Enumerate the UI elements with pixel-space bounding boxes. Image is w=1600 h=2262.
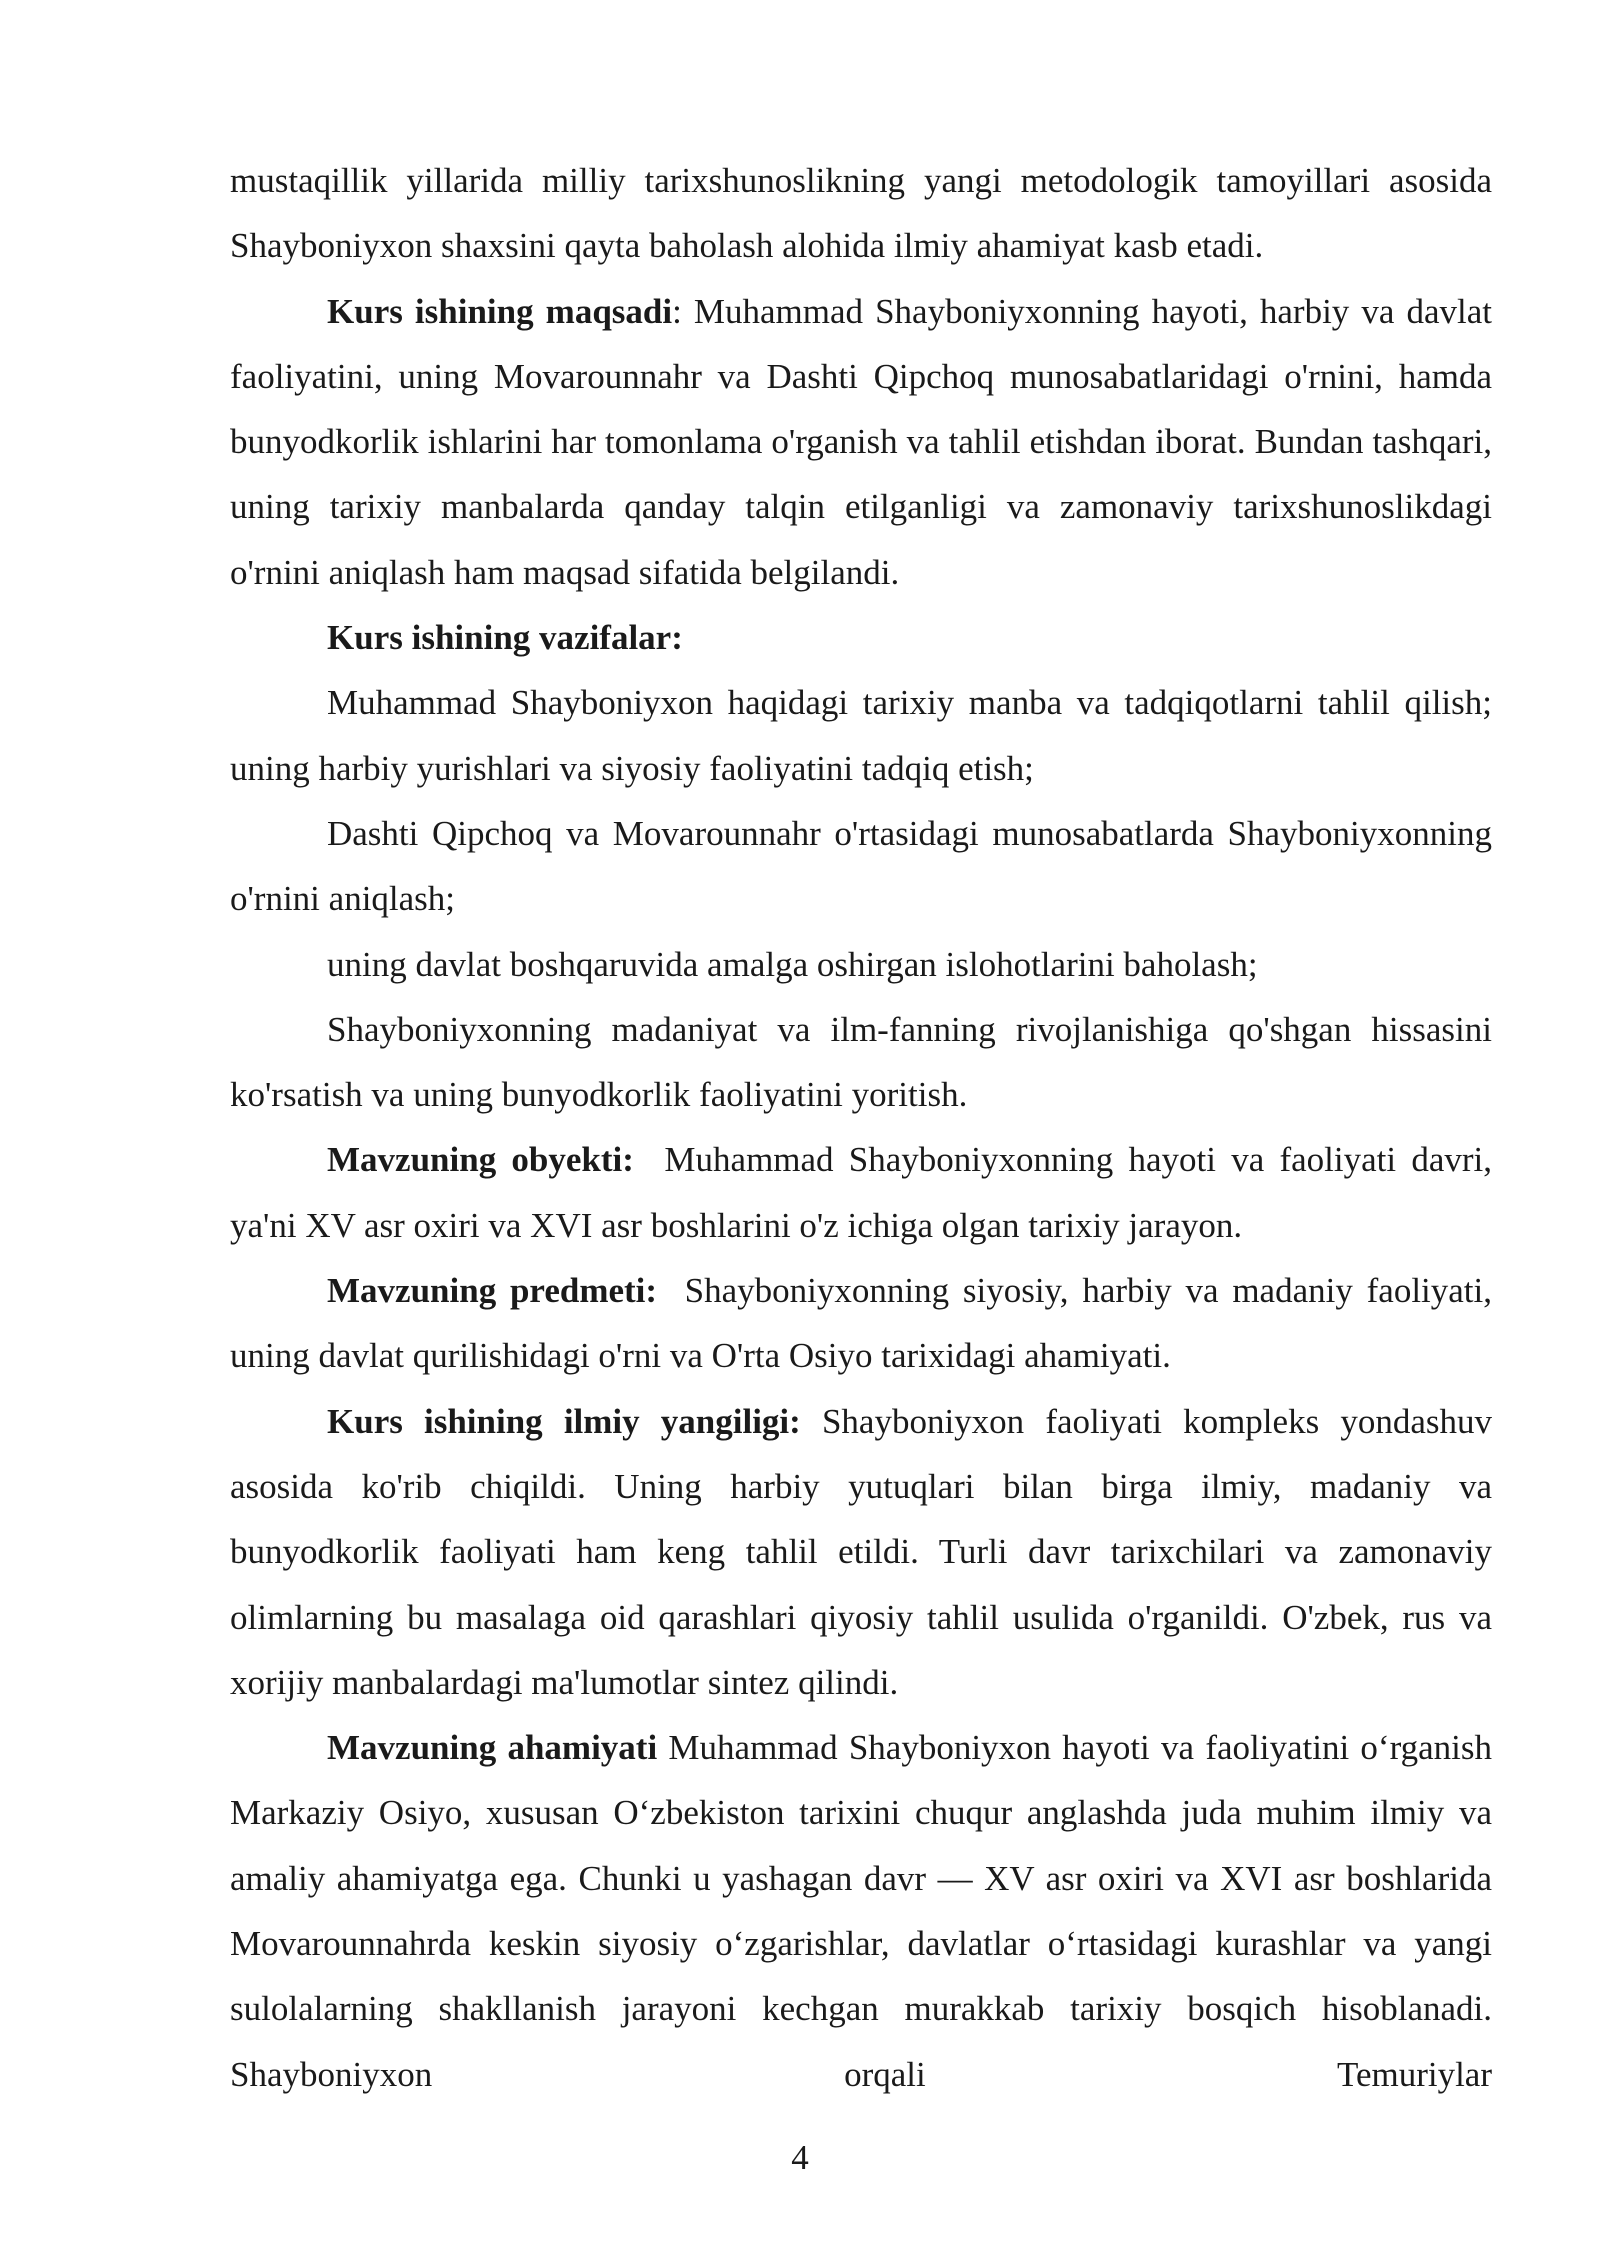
document-page bbox=[230, 148, 1501, 2107]
tasks-heading bbox=[230, 605, 1492, 670]
paragraph-object bbox=[230, 1127, 1501, 1258]
paragraph-novelty bbox=[230, 1389, 1492, 1715]
task-item-1: Muhammad Shayboniyxon haqidagi tarixiy manba va tadqiqotlarni tahlil qilish; uning harbiy yurishlari va siyosiy faoliyatini tadqiq etish; bbox=[230, 683, 1492, 788]
object-text: Muhammad Shayboniyxonning hayoti va faoliyati davri, ya'ni XV asr oxiri va XVI asr boshlarini o'z ichiga olgan tarixiy jarayon. bbox=[230, 1140, 1501, 1245]
importance-text: Muhammad Shayboniyxon hayoti va faoliyatini o‘rganish Markaziy Osiyo, xususan O‘zbekiston tarixini chuqur anglashda juda muhim ilmiy va amaliy ahamiyatga ega. Chunki u yashagan davr — XV asr oxiri va XVI asr boshlarida Movarounnahrda keskin siyosiy o‘zgarishlar, davlatlar o‘rtasidagi kurashlar va yangi sulolalarning shakllanish jarayoni kechgan murakkab tarixiy bosqich hisoblanadi. Shayboniyxon orqali Temuriylar bbox=[230, 1728, 1492, 2094]
paragraph-goal bbox=[230, 279, 1492, 605]
paragraph-importance bbox=[230, 1715, 1492, 2107]
task-item-2: Dashti Qipchoq va Movarounnahr o'rtasidagi munosabatlarda Shayboniyxonning o'rnini aniqlash; bbox=[230, 813, 1492, 919]
tasks-label: Kurs ishining vazifalar: bbox=[327, 618, 683, 658]
object-label: Mavzuning obyekti: bbox=[327, 1140, 634, 1180]
goal-label: Kurs ishining maqsadi bbox=[327, 291, 673, 331]
paragraph-intro: mustaqillik yillarida milliy tarixshunoslikning yangi metodologik tamoyillari asosida Shayboniyxon shaxsini qayta baholash alohida ilmiy ahamiyat kasb etadi. bbox=[230, 161, 1492, 266]
goal-text: : Muhammad Shayboniyxonning hayoti, harbiy va davlat faoliyatini, uning Movarounnahr va Dashti Qipchoq munosabatlaridagi o'rnini, hamda bunyodkorlik ishlarini har tomonlama o'rganish va tahlil etishdan iborat. Bundan tashqari, uning tarixiy manbalarda qanday talqin etilganligi va zamonaviy tarixshunoslikdagi o'rnini aniqlash ham maqsad sifatida belgilandi. bbox=[230, 291, 1492, 592]
subject-text: Shayboniyxonning siyosiy, harbiy va madaniy faoliyati, uning davlat qurilishidagi o'rni va O'rta Osiyo tarixidagi ahamiyati. bbox=[230, 1271, 1501, 1376]
importance-label: Mavzuning ahamiyati bbox=[327, 1728, 658, 1768]
paragraph-subject bbox=[230, 1258, 1501, 1389]
novelty-label: Kurs ishining ilmiy yangiligi: bbox=[327, 1401, 801, 1441]
page-number: 4 bbox=[791, 2138, 809, 2177]
novelty-text: Shayboniyxon faoliyati kompleks yondashuv asosida ko'rib chiqildi. Uning harbiy yutuqlari bilan birga ilmiy, madaniy va bunyodkorlik faoliyati ham keng tahlil etildi. Turli davr tarixchilari va zamonaviy olimlarning bu masalaga oid qarashlari qiyosiy tahlil usulida o'rganildi. O'zbek, rus va xorijiy manbalardagi ma'lumotlar sintez qilindi. bbox=[230, 1401, 1492, 1702]
subject-label: Mavzuning predmeti: bbox=[327, 1271, 658, 1311]
task-item-4: Shayboniyxonning madaniyat va ilm-fanning rivojlanishiga qo'shgan hissasini ko'rsatish va uning bunyodkorlik faoliyatini yoritish. bbox=[230, 1009, 1492, 1115]
task-item-3: uning davlat boshqaruvida amalga oshirgan islohotlarini baholash; bbox=[327, 944, 1258, 984]
